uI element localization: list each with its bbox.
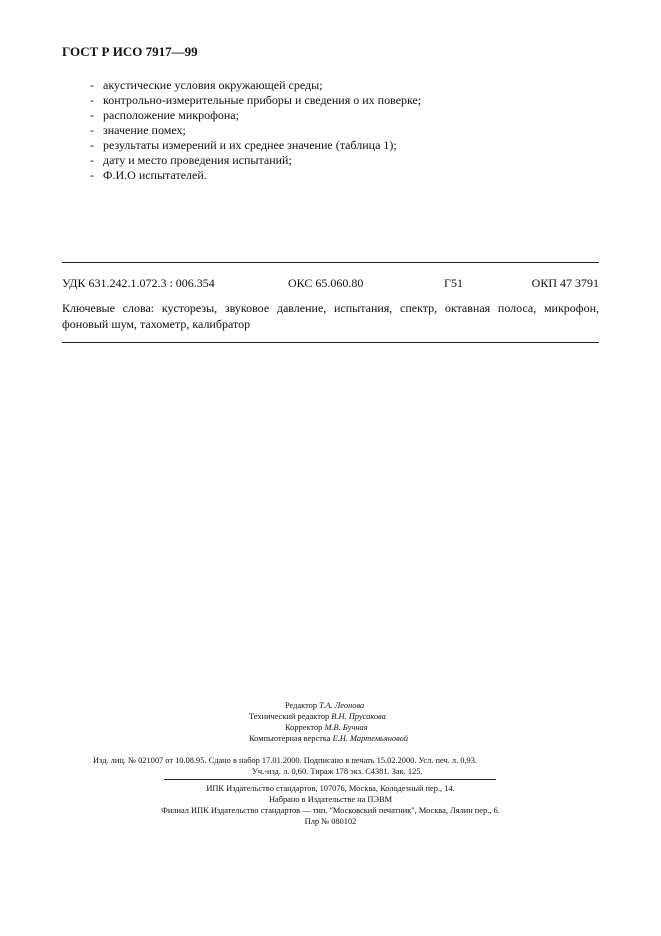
list-item [90, 108, 421, 123]
layout-name: Е.Н. Мартемьяновой [332, 734, 409, 743]
list-item-text: акустические условия окружающей среды; [103, 78, 323, 92]
publisher-line-2: Набрано в Издательстве на ПЭВМ [268, 795, 393, 804]
list-item [90, 78, 421, 93]
layout-label: Компьютерная верстка [249, 734, 331, 743]
bullet-dash: - [90, 168, 94, 182]
list-item [90, 138, 421, 153]
editor-label: Редактор [285, 701, 318, 710]
udk-code: УДК 631.242.1.072.3 : 006.354 [62, 276, 215, 290]
bullet-dash: - [90, 123, 94, 137]
proofreader-name: М.В. Бучная [324, 723, 368, 732]
bullet-dash: - [90, 108, 94, 122]
list-item [90, 153, 421, 168]
list-item-text: значение помех; [103, 123, 186, 137]
tech-editor-name: В.Н. Прусакова [331, 712, 386, 721]
bullet-dash: - [90, 93, 94, 107]
report-items-list [90, 78, 421, 183]
imprint-line-1: Изд. лиц. № 021007 от 10.08.95. Сдано в набор 17.01.2000. Подписано в печать 15.02.2000. Усл. печ. л. 0,93. [93, 756, 478, 765]
list-item [90, 168, 421, 183]
list-item-text: контрольно-измерительные приборы и сведения о их поверке; [103, 93, 422, 107]
bullet-dash: - [90, 153, 94, 167]
layout-credit [249, 733, 408, 744]
bullet-dash: - [90, 78, 94, 92]
list-item-text: дату и место проведения испытаний; [103, 153, 292, 167]
tech-editor-label: Технический редактор [249, 712, 330, 721]
okp-code: ОКП 47 3791 [531, 276, 599, 290]
standard-code-header: ГОСТ Р ИСО 7917—99 [62, 44, 198, 59]
bottom-divider [62, 342, 599, 343]
imprint-line-2: Уч.-изд. л. 0,60. Тираж 178 экз. С4381. Зак. 125. [252, 767, 423, 776]
keywords: Ключевые слова: кусторезы, звуковое давление, испытания, спектр, октавная полоса, микрофон, фоновый шум, тахометр, калибратор [62, 301, 599, 331]
list-item-text: результаты измерений и их среднее значение (таблица 1); [103, 138, 397, 152]
publisher-line-3: Филиал ИПК Издательство стандартов — тип. "Московский печатник", Москва, Лялин пер., 6. [161, 806, 500, 815]
top-divider [62, 262, 599, 263]
list-item [90, 93, 421, 108]
editor-name: Т.А. Леонова [319, 701, 365, 710]
tech-editor-credit [249, 711, 386, 722]
proofreader-credit [285, 722, 368, 733]
list-item-text: расположение микрофона; [103, 108, 239, 122]
publisher-line-4: Плр № 080102 [304, 817, 357, 826]
list-item [90, 123, 421, 138]
proofreader-label: Корректор [285, 723, 323, 732]
bullet-dash: - [90, 138, 94, 152]
imprint-divider [164, 779, 496, 780]
group-code: Г51 [444, 276, 463, 290]
list-item-text: Ф.И.О испытателей. [103, 168, 207, 182]
editor-credit [285, 700, 364, 711]
oks-code: ОКС 65.060.80 [288, 276, 364, 290]
publisher-line-1: ИПК Издательство стандартов, 107076, Москва, Колодезный пер., 14. [206, 784, 455, 793]
